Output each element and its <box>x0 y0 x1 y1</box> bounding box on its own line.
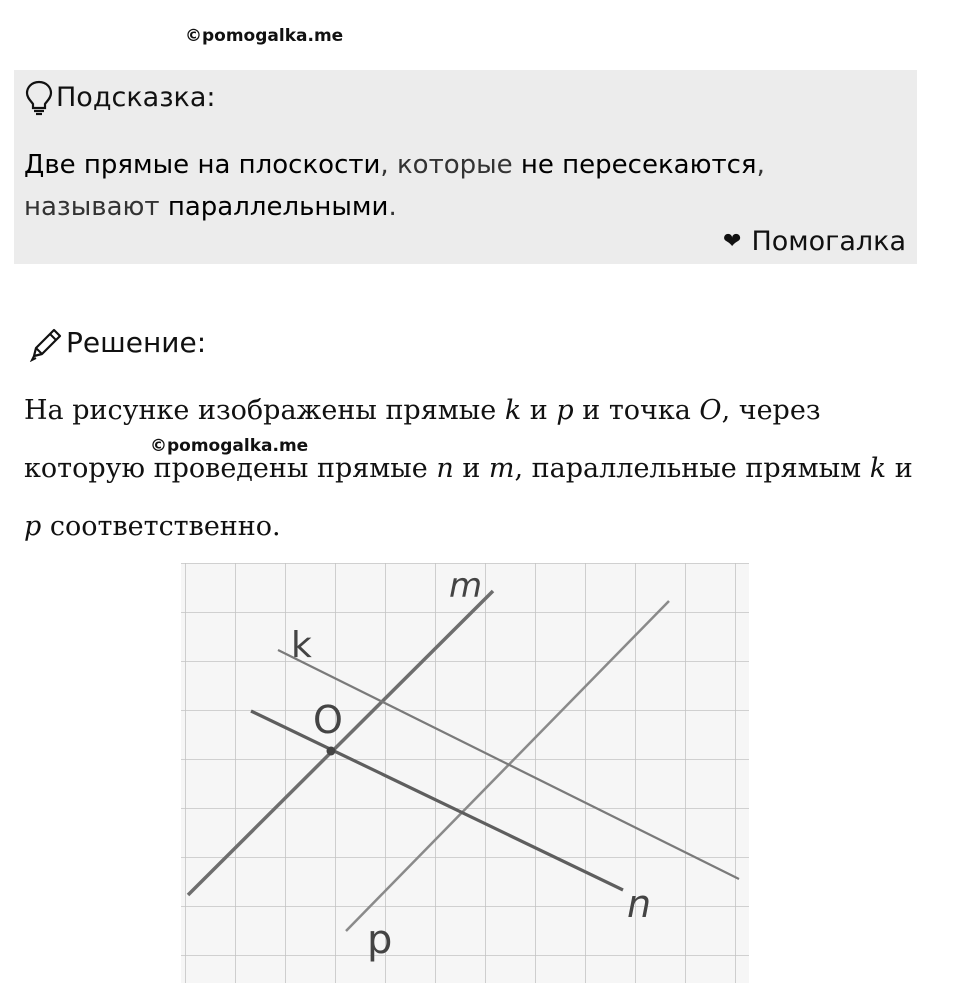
signature-text: Помогалка <box>751 226 906 257</box>
label-n: n <box>627 882 652 926</box>
hint-plain-1: , которые <box>380 150 521 180</box>
hint-title: Подсказка: <box>56 82 216 113</box>
hint-bold-3: параллельными <box>167 192 389 222</box>
point-o <box>327 747 336 756</box>
sol-part: и точка <box>573 395 700 426</box>
sol-part: , параллельные прямым <box>514 453 870 484</box>
hint-bold-1: Две прямые на плоскости <box>24 150 381 180</box>
watermark-top: ©pomogalka.me <box>185 26 344 46</box>
label-o: O <box>313 698 343 742</box>
label-k: k <box>291 625 312 666</box>
solution-title: Решение: <box>66 326 207 359</box>
sol-part: соответственно. <box>41 511 281 542</box>
hint-plain-2: , <box>756 150 765 180</box>
sol-part: и <box>886 453 913 484</box>
var-k: k <box>504 395 522 426</box>
lightbulb-icon <box>24 80 54 116</box>
hint-signature <box>723 226 906 257</box>
sol-part: , через которую проведены прямые <box>24 395 821 484</box>
hint-plain-3: называют <box>24 192 168 222</box>
var-o: O <box>699 395 722 426</box>
solution-text <box>24 382 924 556</box>
sol-part: и <box>521 395 557 426</box>
var-p: p <box>24 511 42 542</box>
var-k: k <box>869 453 887 484</box>
var-p: p <box>556 395 574 426</box>
hint-plain-4: . <box>388 192 397 222</box>
sol-part: На рисунке изображены прямые <box>24 395 505 426</box>
sol-part: и <box>453 453 489 484</box>
var-m: m <box>488 453 515 484</box>
label-p: p <box>367 917 393 963</box>
heart-icon: ❤ <box>723 229 742 254</box>
hint-bold-2: не пересекаются <box>520 150 757 180</box>
var-n: n <box>436 453 454 484</box>
grid-figure <box>181 563 749 983</box>
hint-text <box>24 144 904 228</box>
label-m: m <box>449 566 483 606</box>
pencil-icon <box>28 326 64 362</box>
watermark-middle: ©pomogalka.me <box>150 436 309 456</box>
